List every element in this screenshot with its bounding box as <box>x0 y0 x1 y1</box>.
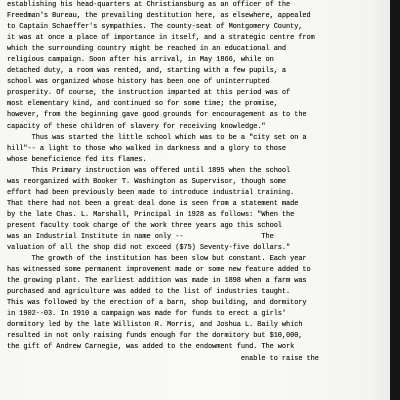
text-line: however, from the beginning gave good grounds for encouragement as to the <box>7 111 307 120</box>
text-line: the growing plant. The earliest addition was made in 1898 when a farm was <box>7 277 307 286</box>
text-line: in 1902--03. In 1910 a campaign was made for funds to erect a girls' <box>7 310 287 319</box>
text-line: school was organized whose history has been one of uninterrupted <box>7 78 270 87</box>
text-line: The growth of the institution has been slow but constant. Each year <box>7 255 307 264</box>
text-line: religious campaign. Soon after his arrival, in May 1866, while on <box>7 56 274 65</box>
text-line: capacity of these children of slavery for receiving knowledge." <box>7 122 266 131</box>
text-line: valuation of all the shop did not exceed ($75) Seventy-five dollars." <box>7 244 291 253</box>
text-line: Freedman's Bureau, the prevailing destitution here, as elsewhere, appealed <box>7 12 311 21</box>
text-line: was an Industrial Institute in name only -- The <box>7 232 274 241</box>
text-line: This was followed by the erection of a barn, shop building, and dormitory <box>7 299 307 308</box>
text-line: whose beneficience fed its flames. <box>7 155 147 164</box>
text-line: present faculty took charge of the work three years ago this school <box>7 221 282 230</box>
text-line: Thus was started the little school which was to be a "city set on a <box>7 133 307 142</box>
page-edge-shadow <box>390 0 400 400</box>
text-line: hill"-- a light to those who walked in darkness and a glory to those <box>7 144 287 153</box>
text-line: resulted in not only raising funds enough for the dormitory but $10,000, <box>7 332 303 341</box>
text-line: prosperity. Of course, the instruction imparted at this period was of <box>7 89 291 98</box>
text-line: which the surrounding country might be reached in an educational and <box>7 45 287 54</box>
typed-text-body <box>7 0 389 365</box>
text-line: by the late Chas. L. Marshall, Principal in 1928 as follows: "When the <box>7 210 295 219</box>
text-line: most elementary kind, and continued so for some time; the promise, <box>7 100 278 109</box>
text-line: the gift of Andrew Carnegie, was added to the endowment fund. The work <box>7 343 295 352</box>
text-line: to Captain Schaeffer's sympathies. The county-seat of Montgomery County, <box>7 23 303 32</box>
text-line: has witnessed some permanent improvement made or some new feature added to <box>7 266 311 275</box>
text-line: effort had been previously been made to introduce industrial training. <box>7 188 295 197</box>
text-line: dormitory led by the late Williston R. Morris, and Joshua L. Baily which <box>7 321 303 330</box>
text-line: purchased and agriculture was added to the list of industries taught. <box>7 288 291 297</box>
text-line: This Primary instruction was offered until 1895 when the school <box>7 166 291 175</box>
text-line: enable to raise the <box>7 354 319 363</box>
text-line: was reorganized with Booker T. Washington as Supervisor, though some <box>7 177 287 186</box>
text-line: That there had not been a great deal done is seen from a statement made <box>7 199 299 208</box>
text-line: it was at once a place of importance in itself, and a strategic centre from <box>7 34 315 43</box>
text-line: detached duty, a room was rented, and, starting with a few pupils, a <box>7 67 287 76</box>
text-line: establishing his head-quarters at Christiansburg as an officer of the <box>7 1 291 9</box>
